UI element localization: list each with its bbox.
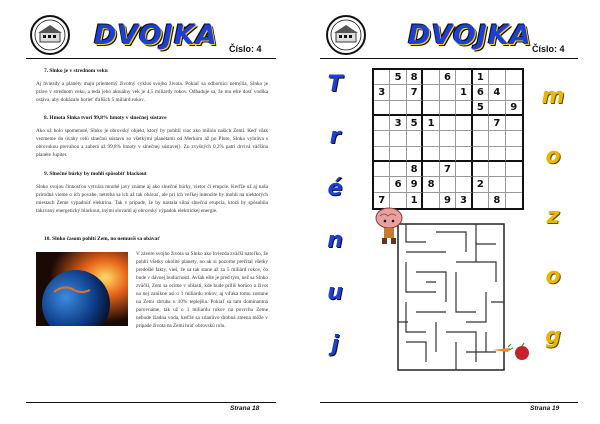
word-letter: r	[329, 124, 341, 149]
sudoku-cell[interactable]: 1	[407, 193, 423, 208]
header-rule	[26, 58, 276, 59]
sudoku-cell[interactable]	[440, 85, 456, 100]
sudoku-cell[interactable]	[440, 131, 456, 146]
sudoku-cell[interactable]	[456, 162, 472, 177]
school-logo-icon	[324, 14, 368, 56]
word-letter: é	[327, 176, 343, 201]
sudoku-cell[interactable]: 9	[407, 177, 423, 192]
sudoku-cell[interactable]	[473, 147, 489, 162]
sudoku-cell[interactable]	[456, 147, 472, 162]
page-header	[24, 14, 280, 60]
word-letter: z	[546, 204, 560, 229]
sudoku-cell[interactable]: 6	[473, 85, 489, 100]
sudoku-cell[interactable]: 3	[456, 193, 472, 208]
sudoku-cell[interactable]	[374, 131, 390, 146]
sudoku-cell[interactable]: 1	[456, 85, 472, 100]
sudoku-cell[interactable]	[390, 147, 406, 162]
page-header	[320, 14, 580, 60]
sudoku-cell[interactable]	[440, 177, 456, 192]
sudoku-cell[interactable]	[473, 116, 489, 131]
sudoku-cell[interactable]	[506, 70, 522, 85]
section-text: Slnko svojou činnosťou vytvára mnohé javy známe aj ako slnečné búrky, vietor či erupcie. Keďže už aj naša prírodná vieme o ich povahe, netreba sa ich až tak obávať, ale pri ich veľkej intenzite by mohli na niektorých miestach Zeme vypadnúť elektrina. Tak v prípade, že by nastala silná slnečná erupcia, ktorá by spôsobila takzvaný energetický blackout, inými slovami aj obrovský výpadok elektrickej energie.	[36, 184, 268, 214]
sudoku-cell[interactable]: 7	[407, 85, 423, 100]
sudoku-cell[interactable]	[423, 101, 439, 116]
section-text: Aj hviezdy a planéty majú priemerný životný cyklus svojho života. Pokiaľ sa odborníci nemýlia, Slnko je práve v strednom veku, a teda jeho aktuálny vek je 4,5 miliardy rokov. Odhaduje sa, že mu ešte dosť vodíka ostáva, aby dokázalo horieť ďalších 5 miliárd rokov.	[36, 81, 268, 103]
sudoku-cell[interactable]	[407, 101, 423, 116]
page-number: Strana 19	[530, 405, 560, 412]
page-right	[300, 0, 600, 424]
sudoku-cell[interactable]	[423, 70, 439, 85]
footer-rule	[320, 402, 578, 403]
sudoku-cell[interactable]: 3	[390, 116, 406, 131]
sudoku-cell[interactable]	[506, 177, 522, 192]
section-text: Ako už bolo spomenuté, Slnko je obrovský objekt, ktorý by pohltil viac ako milión našich Zemí. Keď však vezmeme do úvahy celú slnečnú sústavu so všetkými planétami od Merkúru až po Pluto, Slnko vyhráva s obrovskou prevahou a zaberá až 99,8% hmoty v slnečnej sústave(). Zo zvyšných 0,2% patrí drvivá väčšina planéte Jupiter.	[36, 128, 268, 158]
sudoku-cell[interactable]: 8	[407, 70, 423, 85]
sudoku-cell[interactable]: 1	[423, 116, 439, 131]
page-number: Strana 18	[230, 405, 260, 412]
sudoku-cell[interactable]	[506, 131, 522, 146]
word-letter: g	[545, 324, 561, 349]
magazine-title: DVOJKA	[94, 20, 218, 51]
sudoku-cell[interactable]	[423, 193, 439, 208]
sudoku-cell[interactable]	[390, 85, 406, 100]
sudoku-cell[interactable]: 3	[374, 85, 390, 100]
sudoku-cell[interactable]: 5	[473, 101, 489, 116]
school-logo-icon	[28, 14, 72, 56]
sudoku-cell[interactable]	[489, 177, 505, 192]
sudoku-cell[interactable]	[506, 116, 522, 131]
sudoku-cell[interactable]	[506, 85, 522, 100]
sudoku-cell[interactable]	[456, 101, 472, 116]
sudoku-cell[interactable]	[489, 147, 505, 162]
sudoku-cell[interactable]: 8	[423, 177, 439, 192]
issue-number: Číslo: 4	[532, 44, 565, 54]
sudoku-cell[interactable]	[374, 147, 390, 162]
section-heading: 9. Slnečné búrky by mohli spôsobiť blackout	[44, 171, 147, 177]
word-letter: o	[545, 264, 561, 289]
sudoku-grid[interactable]	[372, 68, 524, 210]
sudoku-cell[interactable]	[374, 101, 390, 116]
brain-character-icon	[372, 206, 406, 246]
sudoku-cell[interactable]: 7	[440, 162, 456, 177]
section-text: V závere svojho života sa Slnko ako hviezda zväčší natoľko, že pohltí všetky okolité planéty, no ak si pozorne prečítal všetky predošlé fakty, vieš, že sa tak stane až za 5 miliárd rokov, čo bude v dávnej budúcnosti. Avšak ešte je pred tým, než sa Slnko zväčší, Zem sa ocitne v oblasti, kde bude príliš horúco a život na nej zanikne asi o 1 miliardu rokov, aj vďaka tomu zostane na Zemi zhruba o 10% teplejšia. Pokiaľ sa tam dominantná porovnáme, tak už o 1 miliardu rokov na povrchu Zeme nebude žiadna voda, keďže sa zdanlivo drobná zmena môže v prípade života na Zemi hrať obrovskú rolu.	[136, 251, 268, 329]
sudoku-cell[interactable]	[423, 85, 439, 100]
sudoku-cell[interactable]	[440, 101, 456, 116]
sudoku-cell[interactable]: 1	[473, 70, 489, 85]
food-icons	[490, 342, 532, 362]
sudoku-cell[interactable]	[489, 131, 505, 146]
sudoku-cell[interactable]: 6	[440, 70, 456, 85]
section-heading: 7. Slnko je v strednom veku	[44, 68, 108, 74]
sudoku-cell[interactable]	[456, 70, 472, 85]
sudoku-cell[interactable]	[489, 70, 505, 85]
section-heading: 8. Hmota Slnka tvorí 99,8% hmoty v slnečnej sústave	[44, 115, 167, 121]
footer-rule	[26, 402, 276, 403]
sudoku-cell[interactable]	[423, 162, 439, 177]
sudoku-cell[interactable]	[489, 162, 505, 177]
sudoku-cell[interactable]: 5	[390, 70, 406, 85]
sudoku-cell[interactable]: 8	[407, 162, 423, 177]
sudoku-cell[interactable]: 9	[506, 101, 522, 116]
sudoku-cell[interactable]: 9	[440, 193, 456, 208]
sudoku-cell[interactable]: 8	[489, 193, 505, 208]
sudoku-cell[interactable]	[440, 116, 456, 131]
sudoku-cell[interactable]: 5	[407, 116, 423, 131]
sudoku-cell[interactable]	[374, 116, 390, 131]
word-letter: j	[331, 332, 339, 357]
section-heading: 10. Slnko časom pohltí Zem, no nemusíš sa obávať	[44, 236, 161, 242]
sudoku-cell[interactable]	[374, 162, 390, 177]
sudoku-cell[interactable]	[390, 131, 406, 146]
sudoku-cell[interactable]	[423, 131, 439, 146]
sudoku-cell[interactable]	[473, 162, 489, 177]
sudoku-cell[interactable]	[390, 101, 406, 116]
sudoku-cell[interactable]	[506, 162, 522, 177]
sudoku-cell[interactable]	[489, 101, 505, 116]
sudoku-cell[interactable]: 4	[489, 85, 505, 100]
issue-number: Číslo: 4	[229, 44, 262, 54]
sudoku-cell[interactable]	[407, 131, 423, 146]
word-letter: T	[327, 72, 343, 97]
sudoku-cell[interactable]: 7	[374, 193, 390, 208]
word-letter: u	[327, 280, 343, 305]
sudoku-cell[interactable]	[407, 147, 423, 162]
word-letter: m	[541, 84, 565, 109]
sudoku-cell[interactable]	[473, 193, 489, 208]
word-letter: n	[327, 228, 343, 253]
sudoku-cell[interactable]	[456, 177, 472, 192]
sudoku-cell[interactable]	[506, 147, 522, 162]
sudoku-cell[interactable]	[374, 70, 390, 85]
header-rule	[320, 58, 578, 59]
earth-sun-image	[36, 252, 128, 326]
sudoku-cell[interactable]	[456, 131, 472, 146]
sudoku-cell[interactable]	[506, 193, 522, 208]
sudoku-cell[interactable]	[440, 147, 456, 162]
magazine-title: DVOJKA	[408, 20, 532, 51]
sudoku-cell[interactable]	[423, 147, 439, 162]
sudoku-cell[interactable]	[473, 131, 489, 146]
word-letter: o	[545, 144, 561, 169]
sudoku-cell[interactable]: 6	[390, 177, 406, 192]
sudoku-cell[interactable]	[374, 177, 390, 192]
sudoku-cell[interactable]	[456, 116, 472, 131]
sudoku-cell[interactable]: 2	[473, 177, 489, 192]
sudoku-cell[interactable]: 7	[489, 116, 505, 131]
sudoku-cell[interactable]	[390, 162, 406, 177]
